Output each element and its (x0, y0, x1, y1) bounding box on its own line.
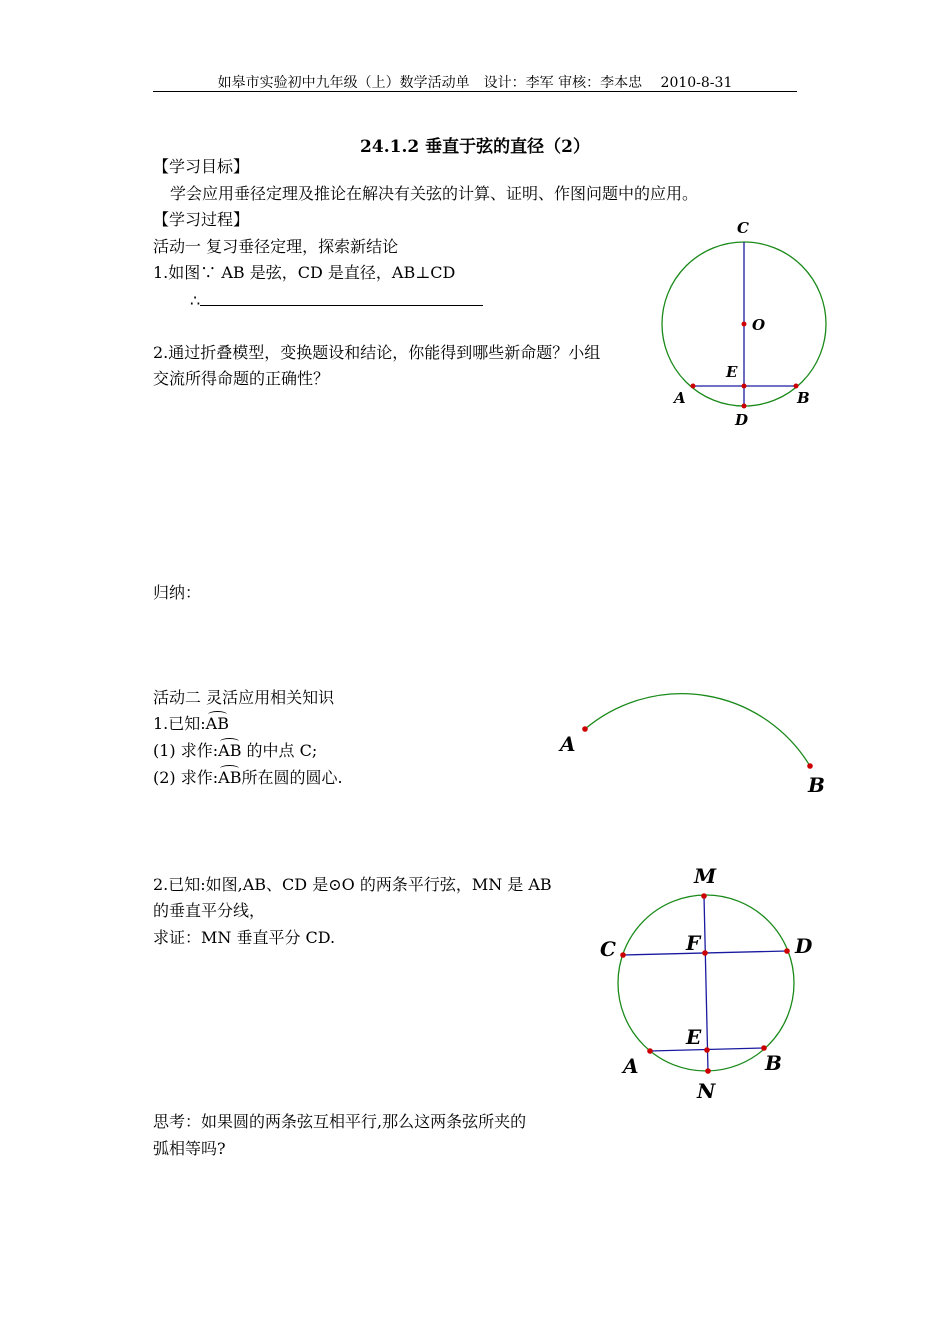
label-b: B (808, 773, 825, 797)
activity2-heading: 活动二 灵活应用相关知识 (153, 688, 335, 707)
label-m: M (694, 864, 717, 888)
activity1-summary: 归纳： (153, 583, 202, 602)
label-a: A (560, 732, 576, 756)
process-heading: 【学习过程】 (153, 210, 250, 229)
goals-text: 学会应用垂径定理及推论在解决有关弦的计算、证明、作图问题中的应用。 (170, 184, 699, 203)
point-f (702, 950, 708, 956)
point-b (761, 1045, 767, 1051)
label-e: E (686, 1025, 702, 1049)
label-d: D (795, 934, 813, 958)
label-n: N (697, 1079, 716, 1103)
label-b: B (797, 389, 810, 407)
label-a: A (623, 1054, 639, 1078)
activity1-q2-line1: 2.通过折叠模型，变换题设和结论，你能得到哪些新命题？小组 (153, 343, 601, 362)
point-m (701, 893, 707, 899)
page-header: 如皋市实验初中九年级（上）数学活动单 设计：李军 审核：李本忠 2010-8-31 (217, 75, 733, 91)
q1b-suffix: 所在圆的圆心. (241, 768, 343, 787)
arc-ab-label: AB (205, 714, 229, 733)
line-mn (704, 896, 708, 1071)
label-e: E (726, 363, 738, 381)
point-a (647, 1048, 653, 1054)
activity2-q2-line3: 求证：MN 垂直平分 CD. (153, 928, 336, 947)
label-c: C (737, 219, 749, 237)
goals-heading: 【学习目标】 (153, 157, 250, 176)
activity2-q2-line2: 的垂直平分线， (153, 901, 266, 920)
point-c (620, 952, 626, 958)
point-e (704, 1047, 710, 1053)
activity1-q2-line2: 交流所得命题的正确性？ (153, 369, 330, 388)
page-title: 24.1.2 垂直于弦的直径（2） (360, 137, 590, 157)
label-b: B (765, 1051, 782, 1075)
arc-ab-label: AB (218, 741, 242, 760)
activity1-q1: 1.如图∵ AB 是弦，CD 是直径，AB⊥CD (153, 263, 456, 282)
think-line2: 弧相等吗? (153, 1139, 226, 1158)
point-d (784, 948, 790, 954)
q1a-prefix: (1) 求作: (153, 741, 219, 760)
label-c: C (600, 937, 616, 961)
label-f: F (686, 931, 701, 955)
arc-ab-label: AB (218, 768, 242, 787)
therefore-symbol: ∴ (190, 291, 201, 310)
label-d: D (735, 411, 749, 429)
q1a-suffix: 的中点 C; (241, 741, 318, 760)
point-n (705, 1068, 711, 1074)
q1b-prefix: (2) 求作: (153, 768, 219, 787)
label-a: A (674, 389, 686, 407)
activity2-q2-line1: 2.已知:如图,AB、CD 是⊙O 的两条平行弦，MN 是 AB (153, 875, 552, 894)
activity1-heading: 活动一 复习垂径定理，探索新结论 (153, 237, 399, 256)
q1-prefix: 1.已知: (153, 714, 206, 733)
label-o: O (752, 316, 766, 334)
think-line1: 思考：如果圆的两条弦互相平行,那么这两条弦所夹的 (153, 1112, 527, 1131)
